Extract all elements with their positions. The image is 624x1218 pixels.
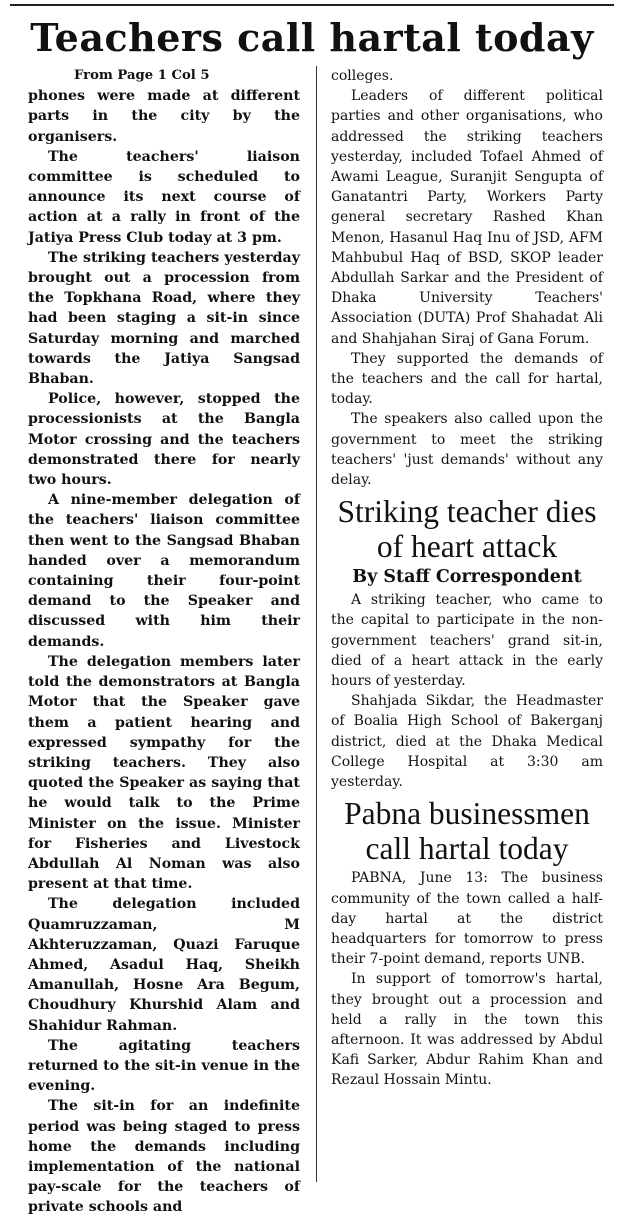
left-column bbox=[28, 66, 300, 1216]
paragraph: They supported the demands of the teachers and the call for hartal, today. bbox=[331, 350, 603, 408]
paragraph: The delegation included Quamruzzaman, M Akhteruzzaman, Quazi Faruque Ahmed, Asadul Haq, Sheikh Amanullah, Hosne Ara Begum, Choudhury Khurshid Alam and Shahidur Rahman. bbox=[28, 896, 300, 1034]
story2-headline: Striking teacher dies of heart attack bbox=[337, 494, 597, 565]
paragraph: A nine-member delegation of the teachers' liaison committee then went to the Sangsad Bhaban handed over a memorandum containing their four-point demand to the Speaker and discussed with him their demands. bbox=[28, 492, 300, 650]
paragraph: The teachers' liaison committee is scheduled to announce its next course of action at a rally in front of the Jatiya Press Club today at 3 pm. bbox=[28, 148, 300, 246]
paragraph: The speakers also called upon the government to meet the striking teachers' 'just demands' without any delay. bbox=[331, 411, 603, 489]
main-headline: Teachers call hartal today bbox=[30, 15, 594, 60]
paragraph: The agitating teachers returned to the sit-in venue in the evening. bbox=[28, 1037, 300, 1095]
paragraph: Leaders of different political parties and other organisations, who addressed the striking teachers yesterday, included Tofael Ahmed of Awami League, Suranjit Sengupta of Ganatantri Party, Workers Party general secretary Rashed Khan Menon, Hasanul Haq Inu of JSD, AFM Mahbubul Haq of BSD, SKOP leader Abdullah Sarkar and the President of Dhaka University Teachers' Association (DUTA) Prof Shahadat Ali and Shahjahan Siraj of Gana Forum. bbox=[331, 88, 603, 347]
paragraph: A striking teacher, who came to the capital to participate in the non-government teachers' grand sit-in, died of a heart attack in the early hours of yesterday. bbox=[331, 592, 603, 690]
paragraph: The striking teachers yesterday brought out a procession from the Topkhana Road, where they had been staging a sit-in since Saturday morning and marched towards the Jatiya Sangsad Bhaban. bbox=[28, 249, 300, 388]
right-column bbox=[331, 66, 603, 1182]
column-divider bbox=[316, 66, 317, 1182]
paragraph: Police, however, stopped the processionists at the Bangla Motor crossing and the teachers demonstrated there for nearly two hours. bbox=[28, 391, 300, 489]
paragraph: The delegation members later told the demonstrators at Bangla Motor that the Speaker gave them a patient hearing and expressed sympathy for the striking teachers. They also quoted the Speaker as saying that he would talk to the Prime Minister on the issue. Minister for Fisheries and Livestock Abdullah Al Noman was also present at that time. bbox=[28, 653, 300, 893]
story3-headline: Pabna businessmen call hartal today bbox=[344, 796, 590, 867]
paragraph: PABNA, June 13: The business community of the town called a half-day hartal at the district headquarters for tomorrow to press their 7-point demand, reports UNB. bbox=[331, 870, 603, 968]
continuation-note: From Page 1 Col 5 bbox=[74, 68, 210, 83]
top-rule bbox=[10, 4, 614, 6]
paragraph: phones were made at different parts in the city by the organisers. bbox=[28, 88, 300, 145]
paragraph: The sit-in for an indefinite period was being staged to press home the demands including implementation of the national pay-scale for the teachers of private schools and bbox=[28, 1098, 300, 1216]
paragraph: Shahjada Sikdar, the Headmaster of Boalia High School of Bakerganj district, died at the Dhaka Medical College Hospital at 3:30 am yesterday. bbox=[331, 693, 603, 791]
paragraph: In support of tomorrow's hartal, they brought out a procession and held a rally in the town this afternoon. It was addressed by Abdul Kafi Sarker, Abdur Rahim Khan and Rezaul Hossain Mintu. bbox=[331, 971, 603, 1089]
paragraph: colleges. bbox=[331, 68, 394, 84]
story2-byline: By Staff Correspondent bbox=[352, 567, 582, 588]
